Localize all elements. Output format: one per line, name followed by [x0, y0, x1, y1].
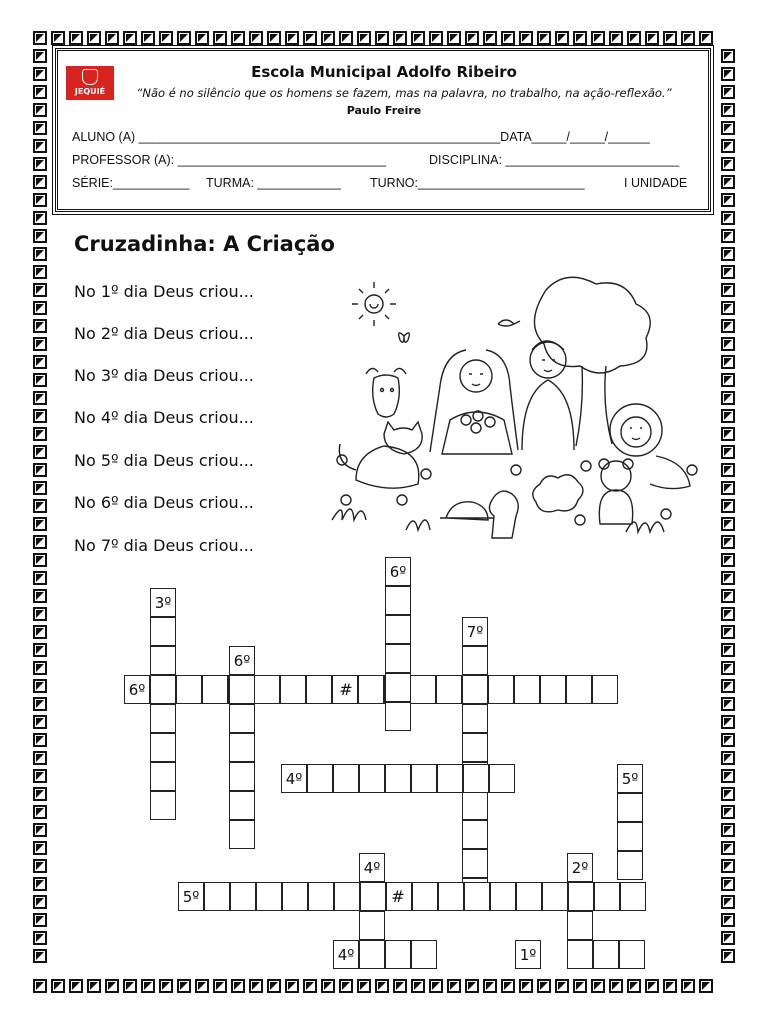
crossword-number-label: 3º: [150, 588, 176, 617]
border-square: [159, 31, 173, 45]
quote-author: Paulo Freire: [346, 104, 422, 117]
crossword-cell[interactable]: [617, 822, 643, 851]
sheep-icon: [533, 475, 583, 512]
border-square: [321, 31, 335, 45]
border-square: [213, 31, 227, 45]
border-square: [33, 787, 47, 801]
crossword-cell[interactable]: [489, 764, 515, 793]
border-square: [591, 31, 605, 45]
border-square: [663, 31, 677, 45]
crossword-number-label: 4º: [333, 940, 359, 969]
crossword-cell[interactable]: [229, 791, 255, 820]
crossword-cell[interactable]: [462, 675, 488, 704]
crossword-separator-mark: #: [339, 680, 353, 699]
crossword-cell[interactable]: [150, 762, 176, 791]
border-square: [33, 463, 47, 477]
crossword-cell[interactable]: [308, 882, 334, 911]
turma-field[interactable]: TURMA: ____________: [206, 176, 341, 190]
border-square: [105, 31, 119, 45]
crossword-cell[interactable]: [280, 675, 306, 704]
crossword-cell[interactable]: [385, 702, 411, 731]
page-border-left: [33, 49, 47, 963]
crossword-cell[interactable]: [229, 762, 255, 791]
crossword-number-label: 6º: [124, 675, 150, 704]
border-square: [249, 979, 263, 993]
border-square: [411, 31, 425, 45]
border-square: [33, 157, 47, 171]
border-square: [33, 49, 47, 63]
border-square: [177, 979, 191, 993]
crossword-cell[interactable]: [256, 882, 282, 911]
border-square: [721, 625, 735, 639]
border-square: [33, 373, 47, 387]
page-border-top: [33, 31, 713, 45]
border-square: [721, 589, 735, 603]
border-square: [33, 841, 47, 855]
border-square: [33, 319, 47, 333]
border-square: [519, 31, 533, 45]
crossword-cell[interactable]: [150, 646, 176, 675]
border-square: [33, 499, 47, 513]
border-square: [123, 31, 137, 45]
border-square: [627, 31, 641, 45]
border-square: [51, 979, 65, 993]
border-square: [33, 481, 47, 495]
border-square: [721, 211, 735, 225]
crossword-cell[interactable]: [464, 882, 490, 911]
border-square: [33, 193, 47, 207]
crossword-number-label: 2º: [567, 853, 593, 882]
school-name: Escola Municipal Adolfo Ribeiro: [251, 63, 517, 81]
crossword-cell[interactable]: [514, 675, 540, 704]
border-square: [33, 211, 47, 225]
border-square: [33, 979, 47, 993]
unidade-label: I UNIDADE: [624, 176, 688, 190]
border-square: [87, 31, 101, 45]
border-square: [721, 247, 735, 261]
crossword-cell[interactable]: [462, 646, 488, 675]
border-square: [721, 319, 735, 333]
crossword-cell[interactable]: [516, 882, 542, 911]
border-square: [33, 571, 47, 585]
border-square: [721, 481, 735, 495]
crossword-cell[interactable]: [282, 882, 308, 911]
border-square: [699, 979, 713, 993]
border-square: [721, 733, 735, 747]
serie-field[interactable]: SÉRIE:___________: [72, 176, 190, 190]
crossword-cell[interactable]: [254, 675, 280, 704]
border-square: [159, 979, 173, 993]
border-square: [721, 697, 735, 711]
border-square: [721, 373, 735, 387]
border-square: [721, 877, 735, 891]
aluno-field[interactable]: ALUNO (A) ____________________________________________________DATA_____/_____/______: [72, 130, 650, 144]
border-square: [249, 31, 263, 45]
crossword-cell[interactable]: [617, 793, 643, 822]
border-square: [721, 805, 735, 819]
border-square: [69, 979, 83, 993]
sun-icon: [352, 282, 396, 326]
border-square: [483, 31, 497, 45]
border-square: [141, 979, 155, 993]
cat-icon: [339, 422, 422, 488]
professor-field[interactable]: PROFESSOR (A): ______________________________: [72, 153, 387, 167]
crossword-cell[interactable]: [307, 764, 333, 793]
border-square: [721, 607, 735, 621]
border-square: [303, 31, 317, 45]
border-square: [721, 445, 735, 459]
border-square: [721, 355, 735, 369]
border-square: [721, 265, 735, 279]
crossword-number-label: 7º: [462, 617, 488, 646]
border-square: [33, 769, 47, 783]
crossword-number-label: 5º: [178, 882, 204, 911]
border-square: [33, 949, 47, 963]
border-square: [721, 517, 735, 531]
bird-icon: [498, 320, 520, 326]
crossword-cell[interactable]: [437, 764, 463, 793]
border-square: [483, 979, 497, 993]
crossword-cell[interactable]: [359, 940, 385, 969]
border-square: [429, 31, 443, 45]
border-square: [33, 553, 47, 567]
border-square: [285, 31, 299, 45]
border-square: [429, 979, 443, 993]
crossword-cell[interactable]: [462, 704, 488, 733]
border-square: [501, 31, 515, 45]
border-square: [231, 31, 245, 45]
border-square: [721, 949, 735, 963]
border-square: [33, 535, 47, 549]
border-square: [721, 229, 735, 243]
crossword-cell[interactable]: [385, 764, 411, 793]
border-square: [213, 979, 227, 993]
border-square: [721, 715, 735, 729]
crossword-cell[interactable]: [462, 820, 488, 849]
crossword-cell[interactable]: [230, 882, 256, 911]
crossword-cell[interactable]: [411, 764, 437, 793]
clue-day-7: No 7º dia Deus criou...: [74, 536, 254, 555]
border-square: [721, 859, 735, 873]
crossword-cell[interactable]: [334, 882, 360, 911]
border-square: [33, 733, 47, 747]
border-square: [721, 193, 735, 207]
border-square: [721, 175, 735, 189]
border-square: [375, 979, 389, 993]
border-square: [721, 139, 735, 153]
page-title: Cruzadinha: A Criação: [74, 232, 335, 256]
crossword-cell[interactable]: [150, 733, 176, 762]
lion-icon: [610, 404, 690, 489]
border-square: [33, 337, 47, 351]
border-square: [69, 31, 83, 45]
border-square: [721, 787, 735, 801]
border-square: [721, 157, 735, 171]
border-square: [231, 979, 245, 993]
border-square: [33, 283, 47, 297]
crossword-cell[interactable]: [490, 882, 516, 911]
crossword-cell[interactable]: [229, 704, 255, 733]
border-square: [721, 463, 735, 477]
crossword-number-label: 4º: [281, 764, 307, 793]
border-square: [609, 31, 623, 45]
eve-figure: [430, 350, 518, 454]
border-square: [721, 931, 735, 945]
crossword-cell[interactable]: [229, 733, 255, 762]
border-square: [33, 751, 47, 765]
tree-icon: [534, 277, 650, 446]
border-square: [123, 979, 137, 993]
border-square: [721, 535, 735, 549]
border-square: [721, 499, 735, 513]
border-square: [267, 31, 281, 45]
border-square: [721, 49, 735, 63]
clue-day-3: No 3º dia Deus criou...: [74, 366, 254, 385]
border-square: [721, 571, 735, 585]
border-square: [721, 895, 735, 909]
crossword-cell[interactable]: [412, 882, 438, 911]
border-square: [721, 661, 735, 675]
border-square: [393, 979, 407, 993]
border-square: [555, 979, 569, 993]
crossword-cell[interactable]: [568, 882, 594, 911]
adam-figure: [522, 341, 574, 450]
border-square: [721, 841, 735, 855]
crossword-cell[interactable]: [229, 820, 255, 849]
clue-day-1: No 1º dia Deus criou...: [74, 282, 254, 301]
border-square: [645, 979, 659, 993]
border-square: [357, 979, 371, 993]
crossword-separator-mark: #: [391, 887, 405, 906]
border-square: [375, 31, 389, 45]
school-logo: JEQUIÉ: [66, 66, 114, 100]
border-square: [33, 427, 47, 441]
border-square: [285, 979, 299, 993]
crossword-cell[interactable]: [359, 764, 385, 793]
border-square: [721, 769, 735, 783]
border-square: [105, 979, 119, 993]
border-square: [33, 31, 47, 45]
border-square: [33, 823, 47, 837]
border-square: [195, 979, 209, 993]
crossword-cell[interactable]: [542, 882, 568, 911]
crossword-cell[interactable]: [333, 764, 359, 793]
crossword-cell[interactable]: [385, 673, 411, 702]
quote: “Não é no silêncio que os homens se fazem, mas na palavra, no trabalho, na ação-reflexão.”: [136, 86, 672, 100]
crossword-cell[interactable]: [410, 675, 436, 704]
border-square: [33, 121, 47, 135]
border-square: [33, 607, 47, 621]
crossword-cell[interactable]: [150, 675, 176, 704]
border-square: [537, 31, 551, 45]
crossword-cell[interactable]: [592, 675, 618, 704]
border-square: [721, 391, 735, 405]
border-square: [721, 679, 735, 693]
crossword-cell[interactable]: [150, 617, 176, 646]
crossword-cell[interactable]: [359, 911, 385, 940]
crossword-cell[interactable]: [567, 911, 593, 940]
crossword-cell[interactable]: [150, 704, 176, 733]
border-square: [721, 427, 735, 441]
crossword-cell[interactable]: [567, 940, 593, 969]
border-square: [33, 859, 47, 873]
border-square: [465, 31, 479, 45]
clue-day-4: No 4º dia Deus criou...: [74, 408, 254, 427]
border-square: [699, 31, 713, 45]
bear-icon: [599, 459, 633, 524]
crossword-cell[interactable]: [438, 882, 464, 911]
crossword-cell[interactable]: [462, 733, 488, 762]
crossword-cell[interactable]: [619, 940, 645, 969]
border-square: [33, 409, 47, 423]
border-square: [87, 979, 101, 993]
border-square: [33, 589, 47, 603]
ox-icon: [366, 368, 406, 417]
border-square: [663, 979, 677, 993]
border-square: [591, 979, 605, 993]
border-square: [33, 247, 47, 261]
border-square: [627, 979, 641, 993]
border-square: [33, 175, 47, 189]
border-square: [33, 517, 47, 531]
border-square: [721, 283, 735, 297]
border-square: [33, 643, 47, 657]
crossword-cell[interactable]: [229, 675, 255, 704]
border-square: [681, 979, 695, 993]
border-square: [411, 979, 425, 993]
border-square: [357, 31, 371, 45]
crossword-cell[interactable]: [202, 675, 228, 704]
border-square: [321, 979, 335, 993]
border-square: [267, 979, 281, 993]
border-square: [33, 625, 47, 639]
border-square: [609, 979, 623, 993]
border-square: [33, 139, 47, 153]
border-square: [33, 895, 47, 909]
crossword-number-label: 4º: [359, 853, 385, 882]
clue-day-5: No 5º dia Deus criou...: [74, 451, 254, 470]
crossword-cell[interactable]: [462, 849, 488, 878]
turno-field[interactable]: TURNO:________________________: [370, 176, 585, 190]
dog-icon: [489, 491, 518, 538]
crossword-cell[interactable]: [462, 791, 488, 820]
border-square: [33, 355, 47, 369]
border-square: [33, 445, 47, 459]
border-square: [721, 337, 735, 351]
border-square: [721, 823, 735, 837]
border-square: [721, 643, 735, 657]
border-square: [447, 979, 461, 993]
crossword-cell[interactable]: [385, 940, 411, 969]
butterfly-icon: [399, 333, 410, 342]
border-square: [721, 751, 735, 765]
border-square: [721, 553, 735, 567]
creation-illustration: [326, 270, 716, 550]
border-square: [393, 31, 407, 45]
turtle-icon: [440, 502, 494, 520]
crossword-cell[interactable]: [204, 882, 230, 911]
border-square: [177, 31, 191, 45]
crossword-cell[interactable]: [358, 675, 384, 704]
crossword-cell[interactable]: [620, 882, 646, 911]
page-border-bottom: [33, 979, 713, 993]
border-square: [33, 715, 47, 729]
crossword-cell[interactable]: [540, 675, 566, 704]
border-square: [573, 979, 587, 993]
border-square: [33, 805, 47, 819]
border-square: [519, 979, 533, 993]
border-square: [33, 877, 47, 891]
border-square: [339, 979, 353, 993]
border-square: [195, 31, 209, 45]
border-square: [339, 31, 353, 45]
crossword-cell[interactable]: [360, 882, 386, 911]
border-square: [33, 931, 47, 945]
clue-day-6: No 6º dia Deus criou...: [74, 493, 254, 512]
border-square: [645, 31, 659, 45]
crossword-cell[interactable]: [306, 675, 332, 704]
border-square: [721, 301, 735, 315]
border-square: [33, 265, 47, 279]
crossword-number-label: 5º: [617, 764, 643, 793]
border-square: [33, 391, 47, 405]
crossword-cell[interactable]: [593, 940, 619, 969]
crossword-number-label: 1º: [515, 940, 541, 969]
border-square: [33, 913, 47, 927]
border-square: [141, 31, 155, 45]
border-square: [33, 301, 47, 315]
border-square: [303, 979, 317, 993]
crossword-cell[interactable]: [385, 586, 411, 615]
crossword-cell[interactable]: [385, 615, 411, 644]
crossword-cell[interactable]: [385, 644, 411, 673]
crossword-cell[interactable]: [150, 791, 176, 820]
border-square: [51, 31, 65, 45]
crossword-cell[interactable]: [411, 940, 437, 969]
border-square: [465, 979, 479, 993]
border-square: [33, 661, 47, 675]
crossword-cell[interactable]: [488, 675, 514, 704]
border-square: [721, 913, 735, 927]
border-square: [681, 31, 695, 45]
border-square: [33, 697, 47, 711]
border-square: [721, 121, 735, 135]
border-square: [537, 979, 551, 993]
border-square: [573, 31, 587, 45]
crossword-cell[interactable]: [176, 675, 202, 704]
border-square: [555, 31, 569, 45]
border-square: [447, 31, 461, 45]
crossword-number-label: 6º: [385, 557, 411, 586]
disciplina-field[interactable]: DISCIPLINA: _________________________: [429, 153, 680, 167]
crossword-cell[interactable]: [436, 675, 462, 704]
border-square: [33, 229, 47, 243]
border-square: [501, 979, 515, 993]
crossword-cell[interactable]: [463, 764, 489, 793]
border-square: [721, 409, 735, 423]
crossword-cell[interactable]: [566, 675, 592, 704]
clue-day-2: No 2º dia Deus criou...: [74, 324, 254, 343]
crossword-cell[interactable]: [594, 882, 620, 911]
crossword-cell[interactable]: [617, 851, 643, 880]
crossword-number-label: 6º: [229, 646, 255, 675]
page-border-right: [721, 49, 735, 963]
border-square: [33, 679, 47, 693]
